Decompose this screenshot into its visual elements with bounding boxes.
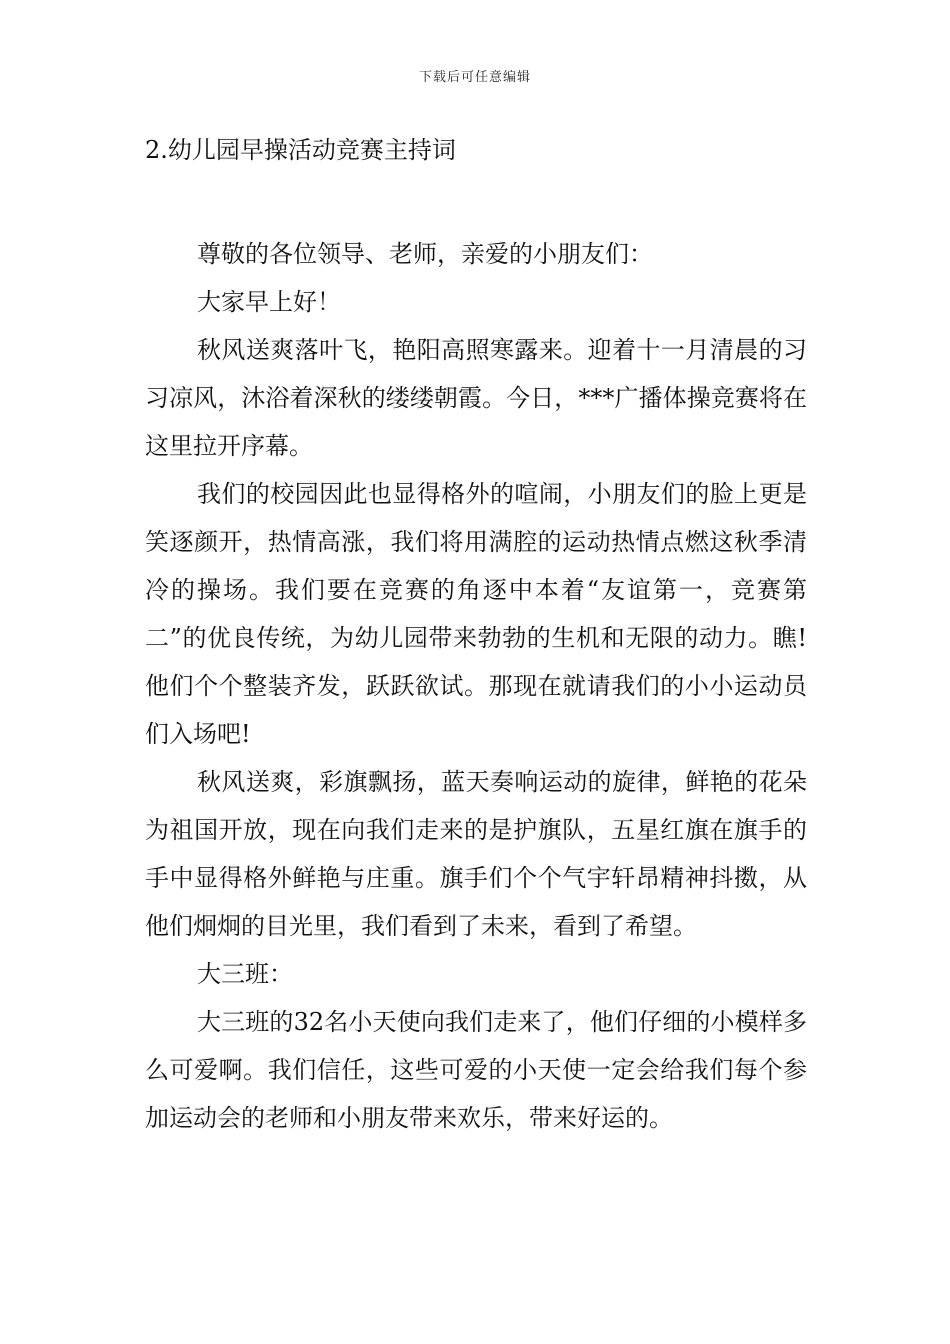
paragraph-class-heading: 大三班：	[197, 960, 293, 988]
paragraph-class-intro: 大三班的32名小天使向我们走来了，他们仔细的小模样多么可爱啊。我们信任，这些可爱的小天使一定会给我们每个参加运动会的老师和小朋友带来欢乐，带来好运的。	[145, 1008, 807, 1132]
paragraph-morning: 大家早上好！	[197, 288, 341, 316]
paragraph-greeting: 尊敬的各位领导、老师，亲爱的小朋友们：	[197, 240, 653, 268]
paragraph-opening: 秋风送爽落叶飞，艳阳高照寒露来。迎着十一月清晨的习习凉风，沐浴着深秋的缕缕朝霞。今日，***广播体操竞赛将在这里拉开序幕。	[145, 336, 807, 460]
paragraph-flag-team: 秋风送爽，彩旗飘扬，蓝天奏响运动的旋律，鲜艳的花朵为祖国开放，现在向我们走来的是护旗队，五星红旗在旗手的手中显得格外鲜艳与庄重。旗手们个个气宇轩昂精神抖擞，从他们炯炯的目光里，我们看到了未来，看到了希望。	[145, 768, 807, 940]
download-note: 下载后可任意编辑	[418, 70, 531, 85]
document-title: 2.幼儿园早操活动竞赛主持词	[145, 136, 456, 164]
paragraph-campus: 我们的校园因此也显得格外的喧闹，小朋友们的脸上更是笑逐颜开，热情高涨，我们将用满腔的运动热情点燃这秋季清冷的操场。我们要在竞赛的角逐中本着“友谊第一，竞赛第二”的优良传统，为幼儿园带来勃勃的生机和无限的动力。瞧!他们个个整装齐发，跃跃欲试。那现在就请我们的小小运动员们入场吧!	[145, 480, 807, 748]
document-body	[145, 230, 807, 1142]
